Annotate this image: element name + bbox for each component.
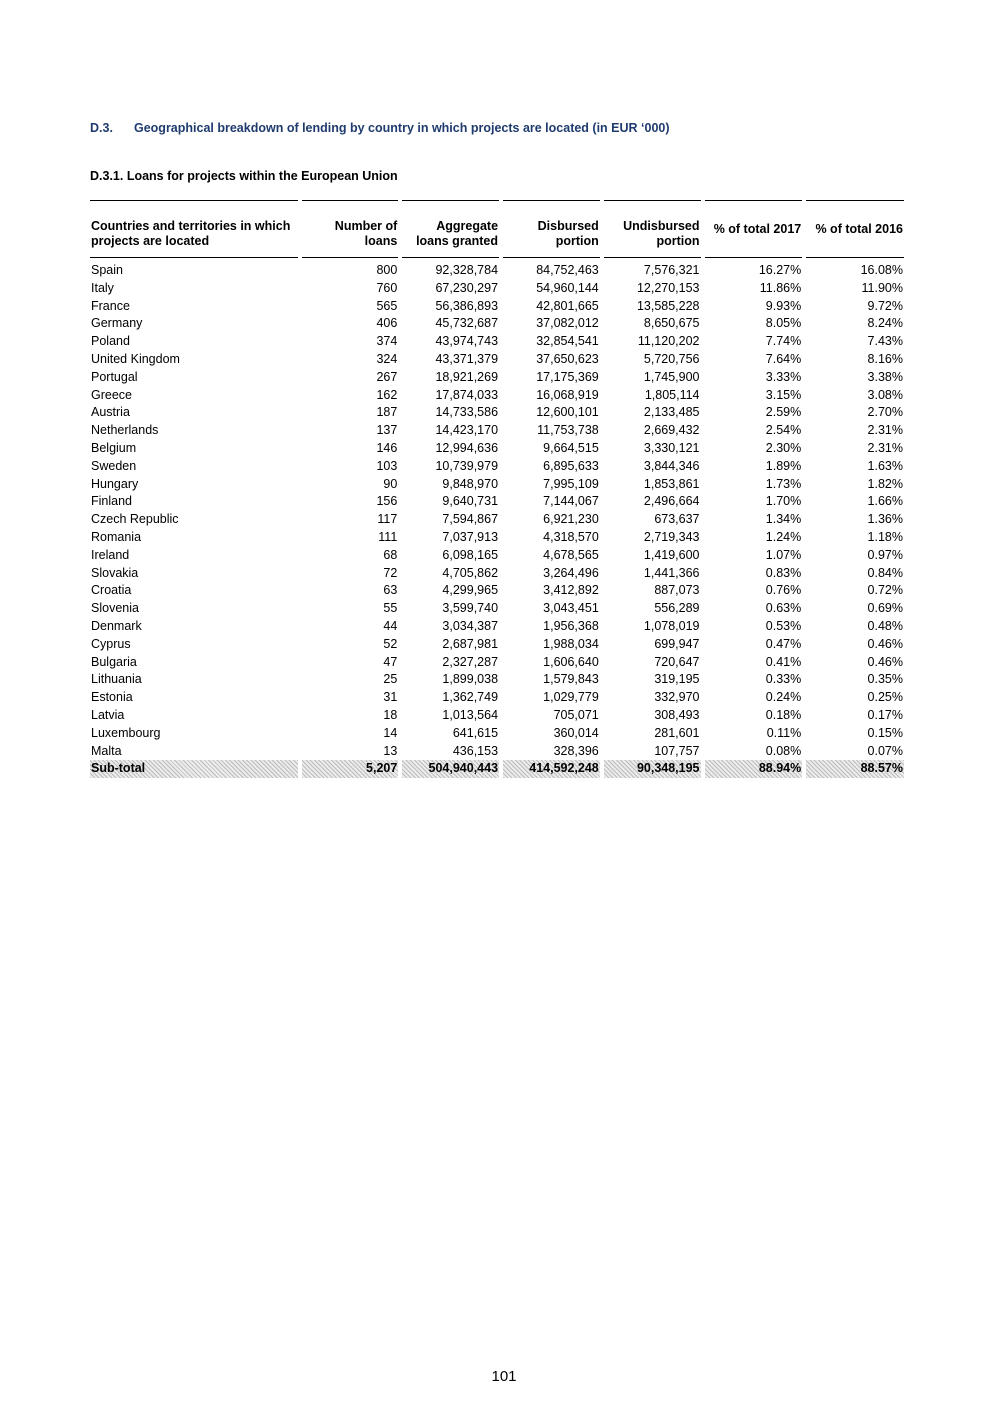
cell-disbursed: 84,752,463 bbox=[536, 263, 599, 277]
table-row bbox=[90, 258, 904, 280]
subtotal-pct-2017: 88.94% bbox=[705, 760, 803, 778]
cell-undisbursed: 2,133,485 bbox=[643, 405, 700, 420]
table-row bbox=[90, 493, 904, 511]
table-row bbox=[90, 369, 904, 387]
table-row bbox=[90, 582, 904, 600]
cell-undisbursed: 107,757 bbox=[654, 743, 700, 758]
cell-number-of-loans: 13 bbox=[383, 743, 398, 758]
cell-pct-2016: 0.48% bbox=[867, 618, 903, 633]
table-row bbox=[90, 707, 904, 725]
table-row bbox=[90, 315, 904, 333]
cell-aggregate-loans: 18,921,269 bbox=[435, 369, 499, 384]
cell-undisbursed: 699,947 bbox=[654, 636, 700, 651]
table-row bbox=[90, 387, 904, 405]
cell-aggregate-loans: 9,848,970 bbox=[442, 476, 499, 491]
table-row bbox=[90, 725, 904, 743]
cell-undisbursed: 673,637 bbox=[654, 512, 700, 527]
table-row bbox=[90, 351, 904, 369]
cell-pct-2017: 0.33% bbox=[765, 672, 802, 687]
cell-undisbursed: 887,073 bbox=[654, 583, 700, 598]
table-row bbox=[90, 671, 904, 689]
cell-country: Slovakia bbox=[91, 565, 139, 580]
cell-aggregate-loans: 2,687,981 bbox=[442, 636, 499, 651]
cell-undisbursed: 2,669,432 bbox=[643, 423, 700, 438]
cell-country: Belgium bbox=[91, 440, 137, 455]
table-row bbox=[90, 422, 904, 440]
lending-table bbox=[86, 200, 908, 778]
table-row bbox=[90, 404, 904, 422]
cell-pct-2017: 0.41% bbox=[765, 654, 802, 669]
cell-disbursed: 360,014 bbox=[553, 725, 599, 740]
cell-country: Czech Republic bbox=[91, 512, 179, 527]
cell-undisbursed: 3,844,346 bbox=[643, 458, 700, 473]
cell-country: Portugal bbox=[91, 369, 138, 384]
cell-undisbursed: 1,853,861 bbox=[643, 476, 700, 491]
cell-country: Hungary bbox=[91, 476, 139, 491]
cell-number-of-loans: 31 bbox=[383, 690, 398, 705]
cell-pct-2016: 0.84% bbox=[867, 565, 903, 580]
cell-disbursed: 11,753,738 bbox=[537, 423, 599, 438]
table-row bbox=[90, 743, 904, 761]
cell-pct-2017: 1.07% bbox=[765, 547, 802, 562]
cell-undisbursed: 1,078,019 bbox=[643, 618, 700, 633]
cell-aggregate-loans: 3,599,740 bbox=[442, 601, 499, 616]
cell-undisbursed: 2,719,343 bbox=[643, 529, 700, 544]
cell-country: Romania bbox=[91, 529, 142, 544]
cell-disbursed: 32,854,541 bbox=[536, 334, 599, 349]
cell-disbursed: 1,988,034 bbox=[543, 636, 599, 651]
cell-aggregate-loans: 1,013,564 bbox=[442, 707, 499, 722]
cell-aggregate-loans: 14,423,170 bbox=[435, 423, 499, 438]
cell-country: Greece bbox=[91, 387, 132, 402]
header-number-of-loans: Number of loans bbox=[302, 200, 399, 258]
cell-disbursed: 6,895,633 bbox=[543, 458, 599, 473]
cell-pct-2017: 0.08% bbox=[765, 743, 802, 758]
table-row bbox=[90, 458, 904, 476]
cell-country: United Kingdom bbox=[91, 351, 180, 366]
cell-undisbursed: 5,720,756 bbox=[643, 351, 700, 366]
cell-number-of-loans: 68 bbox=[383, 547, 398, 562]
cell-pct-2017: 1.89% bbox=[765, 458, 802, 473]
table-row bbox=[90, 298, 904, 316]
table-header-row bbox=[90, 200, 904, 258]
cell-aggregate-loans: 641,615 bbox=[452, 725, 499, 740]
cell-undisbursed: 308,493 bbox=[654, 707, 700, 722]
subtotal-undisbursed: 90,348,195 bbox=[604, 760, 701, 778]
cell-aggregate-loans: 1,899,038 bbox=[442, 672, 499, 687]
cell-number-of-loans: 565 bbox=[376, 298, 398, 313]
cell-pct-2017: 16.27% bbox=[758, 263, 802, 277]
cell-disbursed: 37,082,012 bbox=[536, 316, 599, 331]
cell-number-of-loans: 90 bbox=[383, 476, 398, 491]
cell-number-of-loans: 156 bbox=[376, 494, 398, 509]
cell-pct-2016: 0.97% bbox=[867, 547, 903, 562]
cell-pct-2016: 3.08% bbox=[867, 387, 903, 402]
cell-pct-2016: 1.66% bbox=[867, 494, 903, 509]
cell-number-of-loans: 52 bbox=[383, 636, 398, 651]
cell-disbursed: 1,606,640 bbox=[543, 654, 599, 669]
cell-number-of-loans: 374 bbox=[376, 334, 398, 349]
cell-disbursed: 1,956,368 bbox=[543, 618, 599, 633]
cell-pct-2017: 0.83% bbox=[765, 565, 802, 580]
cell-number-of-loans: 800 bbox=[376, 263, 398, 277]
cell-pct-2016: 0.35% bbox=[867, 672, 903, 687]
cell-disbursed: 3,264,496 bbox=[543, 565, 599, 580]
subtotal-disbursed: 414,592,248 bbox=[503, 760, 600, 778]
subtotal-country: Sub-total bbox=[90, 760, 298, 778]
cell-country: Germany bbox=[91, 316, 143, 331]
table-row bbox=[90, 511, 904, 529]
cell-pct-2016: 0.72% bbox=[867, 583, 903, 598]
cell-number-of-loans: 72 bbox=[383, 565, 398, 580]
cell-aggregate-loans: 4,299,965 bbox=[442, 583, 499, 598]
cell-undisbursed: 8,650,675 bbox=[643, 316, 700, 331]
cell-pct-2016: 8.24% bbox=[867, 316, 903, 331]
table-row bbox=[90, 636, 904, 654]
cell-disbursed: 54,960,144 bbox=[536, 280, 599, 295]
cell-disbursed: 6,921,230 bbox=[543, 512, 599, 527]
cell-pct-2017: 1.34% bbox=[765, 512, 802, 527]
cell-pct-2016: 7.43% bbox=[867, 334, 903, 349]
section-number: D.3. bbox=[90, 121, 113, 135]
cell-pct-2016: 2.31% bbox=[867, 423, 903, 438]
cell-disbursed: 4,318,570 bbox=[543, 529, 599, 544]
cell-number-of-loans: 14 bbox=[383, 725, 398, 740]
cell-disbursed: 3,043,451 bbox=[543, 601, 599, 616]
subtotal-aggregate-loans: 504,940,443 bbox=[402, 760, 499, 778]
table-row bbox=[90, 547, 904, 565]
cell-pct-2017: 0.24% bbox=[765, 690, 802, 705]
cell-pct-2016: 0.46% bbox=[867, 636, 903, 651]
cell-undisbursed: 2,496,664 bbox=[643, 494, 700, 509]
cell-number-of-loans: 324 bbox=[376, 351, 398, 366]
cell-pct-2017: 11.86% bbox=[759, 280, 802, 295]
table-row bbox=[90, 280, 904, 298]
cell-aggregate-loans: 2,327,287 bbox=[442, 654, 499, 669]
table-body bbox=[90, 258, 904, 778]
cell-disbursed: 1,029,779 bbox=[543, 690, 599, 705]
cell-aggregate-loans: 7,037,913 bbox=[442, 529, 499, 544]
cell-aggregate-loans: 56,386,893 bbox=[435, 298, 499, 313]
cell-undisbursed: 319,195 bbox=[654, 672, 700, 687]
table-row bbox=[90, 565, 904, 583]
cell-pct-2016: 0.07% bbox=[867, 743, 903, 758]
cell-disbursed: 16,068,919 bbox=[536, 387, 599, 402]
cell-pct-2016: 0.15% bbox=[867, 725, 903, 740]
header-countries: Countries and territories in which projects are located bbox=[90, 200, 298, 258]
cell-pct-2016: 0.46% bbox=[867, 654, 903, 669]
cell-aggregate-loans: 17,874,033 bbox=[435, 387, 499, 402]
cell-aggregate-loans: 7,594,867 bbox=[442, 512, 499, 527]
table-row bbox=[90, 440, 904, 458]
cell-country: Denmark bbox=[91, 618, 142, 633]
table-row bbox=[90, 689, 904, 707]
cell-disbursed: 7,995,109 bbox=[543, 476, 599, 491]
cell-undisbursed: 556,289 bbox=[654, 601, 700, 616]
cell-pct-2017: 0.76% bbox=[765, 583, 802, 598]
cell-disbursed: 4,678,565 bbox=[543, 547, 599, 562]
table-row bbox=[90, 618, 904, 636]
cell-country: Sweden bbox=[91, 458, 137, 473]
cell-pct-2016: 9.72% bbox=[867, 298, 903, 313]
subtotal-pct-2016: 88.57% bbox=[806, 760, 904, 778]
cell-aggregate-loans: 10,739,979 bbox=[435, 458, 499, 473]
cell-number-of-loans: 406 bbox=[376, 316, 398, 331]
cell-aggregate-loans: 3,034,387 bbox=[442, 618, 499, 633]
cell-aggregate-loans: 43,974,743 bbox=[435, 334, 499, 349]
cell-country: Finland bbox=[91, 494, 132, 509]
cell-pct-2017: 0.53% bbox=[765, 618, 802, 633]
cell-aggregate-loans: 4,705,862 bbox=[442, 565, 499, 580]
cell-pct-2016: 16.08% bbox=[860, 263, 903, 277]
cell-pct-2017: 7.74% bbox=[765, 334, 802, 349]
cell-undisbursed: 11,120,202 bbox=[637, 334, 700, 349]
cell-number-of-loans: 162 bbox=[376, 387, 398, 402]
cell-country: Slovenia bbox=[91, 601, 139, 616]
table-row bbox=[90, 529, 904, 547]
cell-number-of-loans: 146 bbox=[376, 440, 398, 455]
cell-aggregate-loans: 12,994,636 bbox=[435, 440, 499, 455]
cell-pct-2016: 1.18% bbox=[867, 529, 903, 544]
cell-undisbursed: 3,330,121 bbox=[643, 440, 700, 455]
cell-country: Poland bbox=[91, 334, 130, 349]
cell-aggregate-loans: 45,732,687 bbox=[435, 316, 499, 331]
cell-number-of-loans: 25 bbox=[383, 672, 398, 687]
cell-disbursed: 37,650,623 bbox=[536, 351, 599, 366]
cell-pct-2017: 3.15% bbox=[765, 387, 802, 402]
cell-pct-2016: 0.25% bbox=[867, 690, 903, 705]
cell-number-of-loans: 760 bbox=[376, 280, 398, 295]
cell-disbursed: 328,396 bbox=[553, 743, 599, 758]
cell-country: Cyprus bbox=[91, 636, 131, 651]
cell-aggregate-loans: 67,230,297 bbox=[435, 280, 499, 295]
cell-pct-2017: 0.63% bbox=[765, 601, 802, 616]
cell-country: Ireland bbox=[91, 547, 130, 562]
cell-pct-2017: 0.18% bbox=[765, 707, 802, 722]
cell-pct-2017: 0.47% bbox=[765, 636, 802, 651]
cell-undisbursed: 1,805,114 bbox=[644, 387, 700, 402]
cell-undisbursed: 1,419,600 bbox=[643, 547, 700, 562]
cell-aggregate-loans: 43,371,379 bbox=[435, 351, 499, 366]
cell-country: Austria bbox=[91, 405, 130, 420]
cell-number-of-loans: 137 bbox=[376, 423, 398, 438]
cell-aggregate-loans: 436,153 bbox=[452, 743, 499, 758]
cell-pct-2017: 0.11% bbox=[766, 725, 802, 740]
header-disbursed: Disbursed portion bbox=[503, 200, 600, 258]
cell-pct-2016: 0.69% bbox=[867, 601, 903, 616]
cell-number-of-loans: 187 bbox=[376, 405, 398, 420]
cell-undisbursed: 281,601 bbox=[654, 725, 700, 740]
cell-number-of-loans: 117 bbox=[377, 512, 398, 527]
table-row bbox=[90, 476, 904, 494]
cell-pct-2016: 1.82% bbox=[867, 476, 903, 491]
cell-pct-2017: 1.70% bbox=[765, 494, 802, 509]
cell-undisbursed: 332,970 bbox=[654, 690, 700, 705]
cell-pct-2017: 1.24% bbox=[765, 529, 802, 544]
cell-number-of-loans: 103 bbox=[376, 458, 398, 473]
cell-pct-2017: 9.93% bbox=[765, 298, 802, 313]
table-row bbox=[90, 654, 904, 672]
cell-pct-2016: 2.70% bbox=[867, 405, 903, 420]
cell-pct-2017: 8.05% bbox=[765, 316, 802, 331]
section-heading bbox=[90, 121, 670, 135]
cell-country: Spain bbox=[91, 263, 123, 277]
table-row bbox=[90, 333, 904, 351]
cell-disbursed: 12,600,101 bbox=[536, 405, 599, 420]
cell-country: Lithuania bbox=[91, 672, 142, 687]
cell-undisbursed: 7,576,321 bbox=[643, 263, 700, 277]
cell-country: France bbox=[91, 298, 130, 313]
cell-disbursed: 7,144,067 bbox=[543, 494, 599, 509]
cell-aggregate-loans: 9,640,731 bbox=[442, 494, 499, 509]
table-row bbox=[90, 600, 904, 618]
cell-aggregate-loans: 1,362,749 bbox=[442, 690, 499, 705]
subtotal-number-of-loans: 5,207 bbox=[302, 760, 399, 778]
cell-number-of-loans: 44 bbox=[383, 618, 398, 633]
cell-pct-2017: 7.64% bbox=[765, 351, 802, 366]
cell-number-of-loans: 267 bbox=[376, 369, 398, 384]
cell-undisbursed: 1,441,366 bbox=[643, 565, 700, 580]
cell-number-of-loans: 111 bbox=[378, 529, 398, 544]
cell-number-of-loans: 63 bbox=[383, 583, 398, 598]
cell-disbursed: 705,071 bbox=[553, 707, 599, 722]
cell-disbursed: 42,801,665 bbox=[536, 298, 599, 313]
cell-country: Luxembourg bbox=[91, 725, 161, 740]
cell-aggregate-loans: 14,733,586 bbox=[435, 405, 499, 420]
cell-number-of-loans: 55 bbox=[383, 601, 398, 616]
subtotal-row bbox=[90, 760, 904, 778]
cell-country: Estonia bbox=[91, 690, 133, 705]
cell-undisbursed: 1,745,900 bbox=[643, 369, 700, 384]
cell-pct-2016: 11.90% bbox=[861, 280, 903, 295]
page-number: 101 bbox=[491, 1368, 517, 1385]
header-pct-2017: % of total 2017 bbox=[705, 200, 803, 258]
cell-country: Croatia bbox=[91, 583, 132, 598]
cell-pct-2017: 1.73% bbox=[765, 476, 802, 491]
cell-country: Netherlands bbox=[91, 423, 159, 438]
cell-pct-2017: 2.30% bbox=[765, 440, 802, 455]
cell-aggregate-loans: 92,328,784 bbox=[435, 263, 499, 277]
cell-pct-2016: 0.17% bbox=[867, 707, 903, 722]
cell-pct-2016: 1.36% bbox=[867, 512, 903, 527]
cell-pct-2017: 3.33% bbox=[765, 369, 802, 384]
cell-country: Malta bbox=[91, 743, 122, 758]
cell-aggregate-loans: 6,098,165 bbox=[442, 547, 499, 562]
header-pct-2016: % of total 2016 bbox=[806, 200, 904, 258]
cell-disbursed: 17,175,369 bbox=[536, 369, 599, 384]
cell-pct-2016: 1.63% bbox=[867, 458, 903, 473]
cell-country: Bulgaria bbox=[91, 654, 137, 669]
cell-disbursed: 1,579,843 bbox=[543, 672, 599, 687]
cell-pct-2016: 2.31% bbox=[867, 440, 903, 455]
cell-disbursed: 3,412,892 bbox=[543, 583, 599, 598]
cell-number-of-loans: 47 bbox=[383, 654, 398, 669]
cell-pct-2017: 2.54% bbox=[765, 423, 802, 438]
cell-number-of-loans: 18 bbox=[383, 707, 398, 722]
cell-undisbursed: 12,270,153 bbox=[636, 280, 700, 295]
cell-undisbursed: 13,585,228 bbox=[636, 298, 700, 313]
cell-country: Latvia bbox=[91, 707, 125, 722]
header-undisbursed: Undisbursed portion bbox=[604, 200, 701, 258]
cell-disbursed: 9,664,515 bbox=[543, 440, 599, 455]
cell-pct-2017: 2.59% bbox=[765, 405, 802, 420]
cell-undisbursed: 720,647 bbox=[654, 654, 700, 669]
cell-country: Italy bbox=[91, 280, 114, 295]
cell-pct-2016: 8.16% bbox=[867, 351, 903, 366]
subsection-title: D.3.1. Loans for projects within the European Union bbox=[90, 169, 398, 183]
cell-pct-2016: 3.38% bbox=[867, 369, 903, 384]
header-aggregate-loans: Aggregate loans granted bbox=[402, 200, 499, 258]
section-title: Geographical breakdown of lending by country in which projects are located (in EUR ‘000) bbox=[134, 121, 670, 135]
